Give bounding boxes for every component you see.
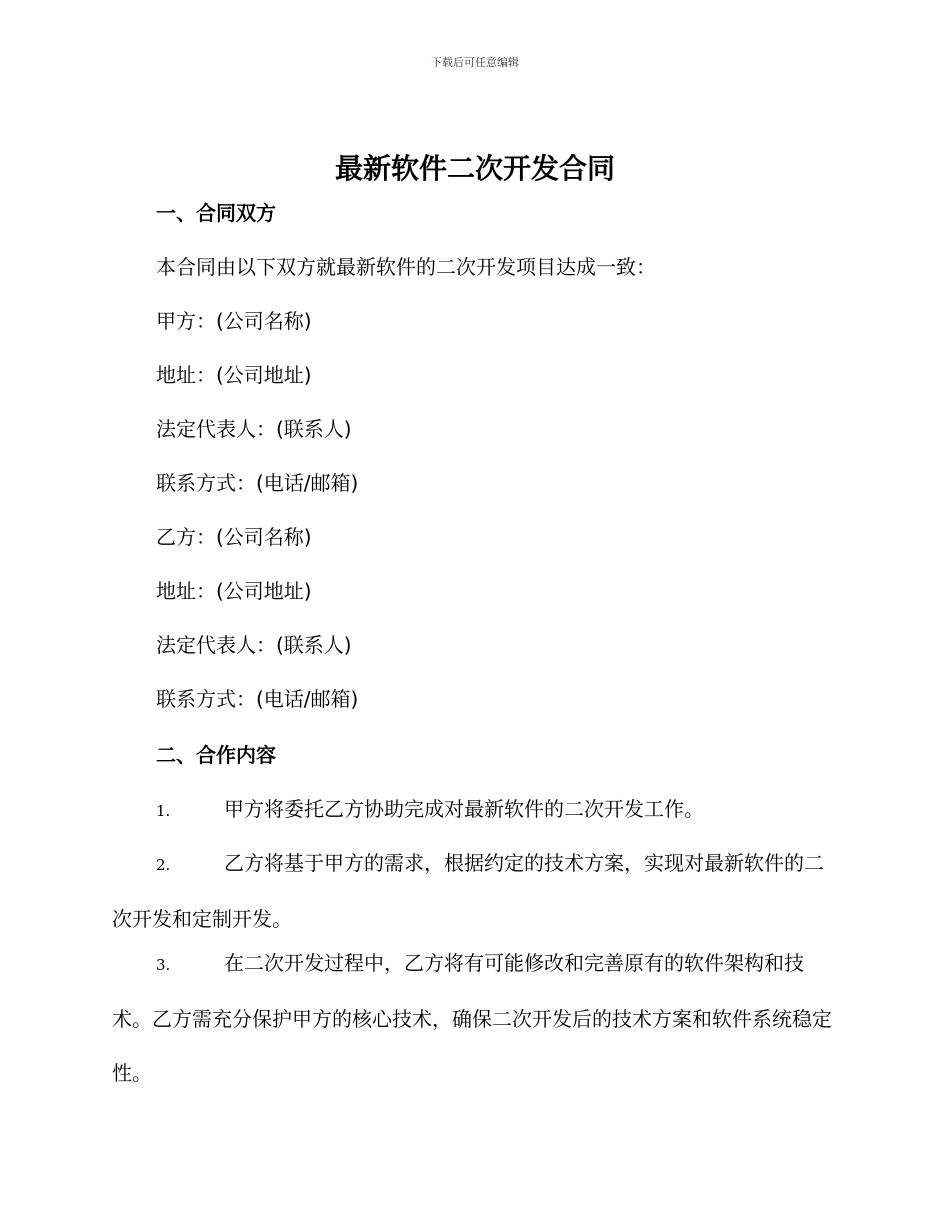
list-item — [112, 836, 842, 946]
list-item-text: 乙方将基于甲方的需求，根据约定的技术方案，实现对最新软件的二次开发和定制开发。 — [112, 851, 824, 931]
party-a-contact: 联系方式：(电话/邮箱) — [156, 471, 359, 495]
party-a-representative: 法定代表人：(联系人) — [156, 417, 352, 441]
party-b-contact: 联系方式：(电话/邮箱) — [156, 687, 359, 711]
section-heading-parties: 一、合同双方 — [156, 201, 276, 225]
list-item-number: 3. — [156, 956, 171, 974]
list-item — [112, 936, 842, 1100]
list-item — [112, 782, 842, 838]
party-a-address: 地址：(公司地址) — [156, 363, 312, 387]
party-b-representative: 法定代表人：(联系人) — [156, 633, 352, 657]
list-item-number: 1. — [156, 802, 171, 820]
party-a-name: 甲方：(公司名称) — [156, 309, 312, 333]
party-b-address: 地址：(公司地址) — [156, 579, 312, 603]
list-item-number: 2. — [156, 856, 171, 874]
list-item-text: 甲方将委托乙方协助完成对最新软件的二次开发工作。 — [224, 797, 704, 821]
section-heading-cooperation: 二、合作内容 — [156, 743, 276, 767]
page-header-note: 下载后可任意编辑 — [431, 56, 519, 69]
party-b-name: 乙方：(公司名称) — [156, 525, 312, 549]
document-title: 最新软件二次开发合同 — [334, 152, 615, 185]
list-item-text: 在二次开发过程中，乙方将有可能修改和完善原有的软件架构和技术。乙方需充分保护甲方的核心技术，确保二次开发后的技术方案和软件系统稳定性。 — [112, 951, 832, 1085]
intro-paragraph: 本合同由以下双方就最新软件的二次开发项目达成一致： — [156, 255, 656, 279]
